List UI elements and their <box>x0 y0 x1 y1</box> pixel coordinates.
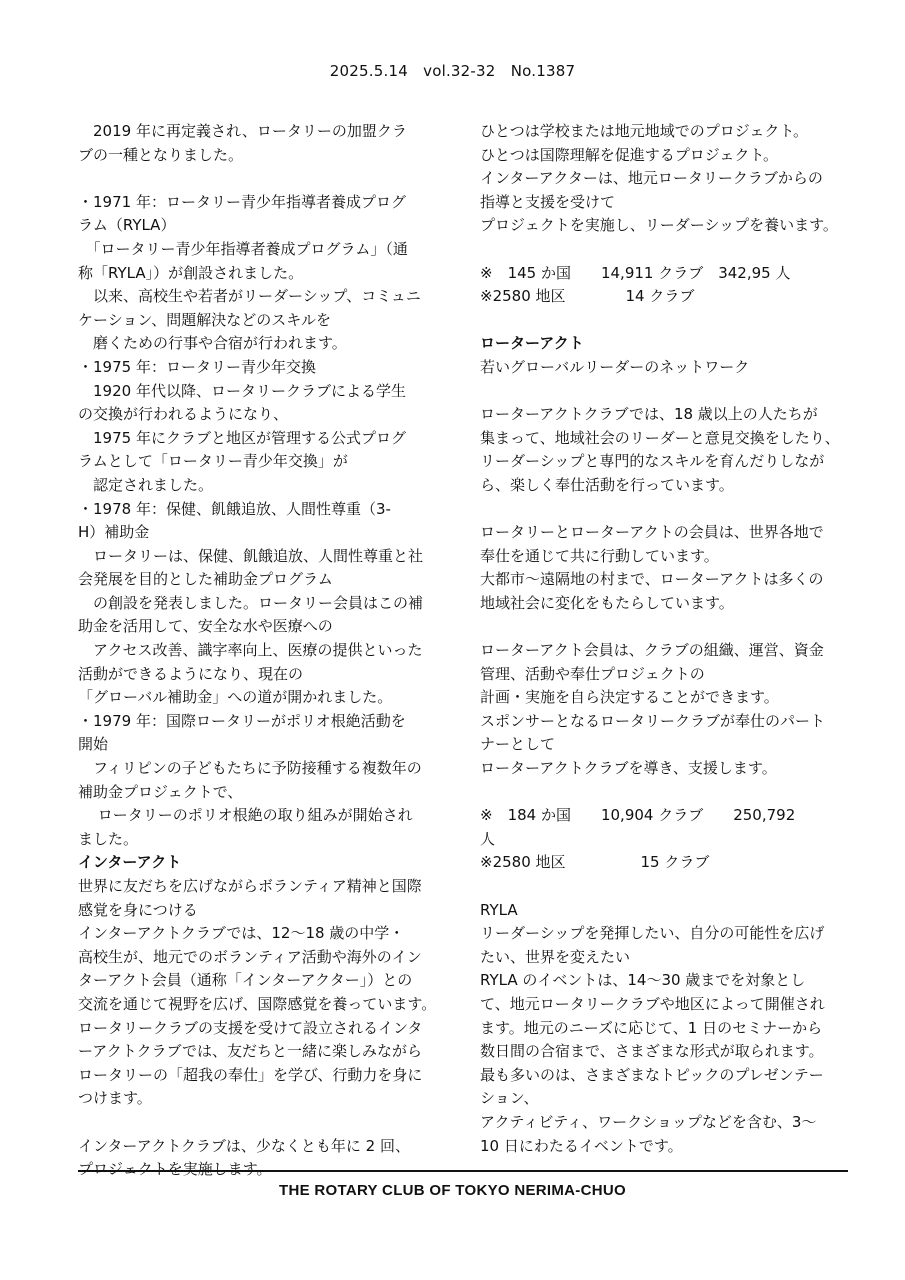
text-line: プロジェクトを実施します。 <box>78 1160 272 1179</box>
text-line: 若いグローバルリーダーのネットワーク <box>480 357 750 376</box>
text-line: ターアクト会員（通称「インターアクター」）との <box>78 971 413 990</box>
text-line: 管理、活動や奉仕プロジェクトの <box>480 664 705 683</box>
text-line: 2019 年に再定義され、ロータリーの加盟クラ <box>78 122 407 140</box>
blank-line <box>480 615 862 639</box>
blank-line <box>480 380 862 404</box>
text-line: H）補助金 <box>78 523 150 542</box>
text-line: 認定されました。 <box>78 475 214 494</box>
text-line: アクセス改善、識字率向上、医療の提供といった <box>78 641 423 660</box>
text-line: 世界に友だちを広げながらボランティア精神と国際 <box>78 877 422 895</box>
text-line: 計画・実施を自ら決定することができます。 <box>480 688 779 707</box>
issue-header: 2025.5.14 vol.32-32 No.1387 <box>329 62 576 80</box>
text-line: 以来、高校生や若者がリーダーシップ、コミュニ <box>78 287 421 306</box>
blank-line <box>480 309 862 333</box>
text-line: ひとつは国際理解を促進するプロジェクト。 <box>480 145 779 164</box>
text-line: ロータリークラブの支援を受けて設立されるインタ <box>78 1018 423 1037</box>
left-column <box>78 120 458 1182</box>
blank-line <box>480 781 862 805</box>
text-line: 大都市～遠隔地の村まで、ローターアクトは多くの <box>480 570 824 589</box>
text-line: ケーション、問題解決などのスキルを <box>78 310 332 329</box>
text-line: ・1978 年：保健、飢餓追放、人間性尊重（3- <box>78 499 391 518</box>
text-line: 10 日にわたるイベントです。 <box>480 1136 683 1155</box>
text-line: RYLA <box>480 900 518 919</box>
blank-line <box>480 875 862 899</box>
text-line: ナーとして <box>480 735 556 754</box>
text-line: の交換が行われるようになり、 <box>78 405 289 424</box>
text-line: リーダーシップを発揮したい、自分の可能性を広げ <box>480 924 825 943</box>
text-line: スポンサーとなるロータリークラブが奉仕のパート <box>480 711 826 730</box>
blank-line <box>480 238 862 262</box>
text-line: ・1979 年：国際ロータリーがポリオ根絶活動を <box>78 711 406 730</box>
text-line: 会発展を目的とした補助金プログラム <box>78 570 333 589</box>
text-line: ※ 145 か国 14,911 クラブ 342,95 人 <box>480 263 791 282</box>
text-line: ※2580 地区 15 クラブ <box>480 853 710 872</box>
footer-club-name: THE ROTARY CLUB OF TOKYO NERIMA-CHUO <box>279 1182 626 1199</box>
blank-line <box>480 498 862 522</box>
text-line: 助金を活用して、安全な水や医療への <box>78 617 333 636</box>
text-line: 「ロータリー青少年指導者養成プログラム」（通 <box>78 239 408 258</box>
text-line: 1975 年にクラブと地区が管理する公式プログ <box>78 428 406 447</box>
text-line: たい、世界を変えたい <box>480 947 631 966</box>
text-line: ロータリーは、保健、飢餓追放、人間性尊重と社 <box>78 546 424 565</box>
text-line: 集まって、地域社会のリーダーと意見交換をしたり、 <box>480 428 840 447</box>
text-line: ます。地元のニーズに応じて、1 日のセミナーから <box>480 1018 823 1037</box>
text-line: ロータリーの「超我の奉仕」を学び、行動力を身に <box>78 1065 423 1084</box>
text-line: ※ 184 か国 10,904 クラブ 250,792 <box>480 806 796 825</box>
text-line: ローターアクトクラブでは、18 歳以上の人たちが <box>480 405 818 424</box>
text-line: 高校生が、地元でのボランティア活動や海外のイン <box>78 947 422 966</box>
text-line: ラム（RYLA） <box>78 216 176 235</box>
text-line: フィリピンの子どもたちに予防接種する複数年の <box>78 759 422 778</box>
right-column <box>480 120 862 1158</box>
text-line: ロータリーとローターアクトの会員は、世界各地で <box>480 523 824 542</box>
text-line: ・1975 年：ロータリー青少年交換 <box>78 357 316 376</box>
text-line: 人 <box>480 829 496 848</box>
text-line: ローターアクト会員は、クラブの組織、運営、資金 <box>480 641 824 660</box>
text-line: 地域社会に変化をもたらしています。 <box>480 593 734 612</box>
text-line: 磨くための行事や合宿が行われます。 <box>78 334 347 353</box>
text-line: 開始 <box>78 735 109 754</box>
text-line: 奉仕を通じて共に行動しています。 <box>480 546 719 565</box>
text-line: 活動ができるようになり、現在の <box>78 664 304 683</box>
text-line: ました。 <box>78 829 139 848</box>
text-line: ・1971 年：ロータリー青少年指導者養成プログ <box>78 192 406 211</box>
text-line: 数日間の合宿まで、さまざまな形式が取られます。 <box>480 1042 824 1061</box>
text-line: 「グローバル補助金」への道が開かれました。 <box>78 688 393 707</box>
text-line: 補助金プロジェクトで、 <box>78 782 243 801</box>
text-line: ローターアクトクラブを導き、支援します。 <box>480 759 777 778</box>
text-line: ション、 <box>480 1089 539 1108</box>
text-line: ブの一種となりました。 <box>78 145 244 164</box>
text-line: 最も多いのは、さまざまなトピックのプレゼンテー <box>480 1065 824 1084</box>
text-line: ロータリーのポリオ根絶の取り組みが開始され <box>78 806 413 825</box>
text-line: 1920 年代以降、ロータリークラブによる学生 <box>78 381 406 400</box>
text-line: インターアクトクラブは、少なくとも年に 2 回、 <box>78 1136 410 1155</box>
text-line: インターアクターは、地元ロータリークラブからの <box>480 169 823 188</box>
footer-divider <box>78 1170 848 1172</box>
text-line: プロジェクトを実施し、リーダーシップを養います。 <box>480 216 838 235</box>
text-line: の創設を発表しました。ロータリー会員はこの補 <box>78 593 424 612</box>
text-line: つけます。 <box>78 1089 152 1108</box>
text-line: ローターアクト <box>480 334 584 353</box>
text-line: て、地元ロータリークラブや地区によって開催され <box>480 994 825 1013</box>
text-line: ※2580 地区 14 クラブ <box>480 287 695 306</box>
text-line: アクティビティ、ワークショップなどを含む、3～ <box>480 1112 817 1131</box>
text-line: インターアクト <box>78 853 182 872</box>
text-line: ひとつは学校または地元地域でのプロジェクト。 <box>480 122 809 140</box>
blank-line <box>78 1111 458 1135</box>
text-line: ラムとして「ロータリー青少年交換」が <box>78 452 348 471</box>
text-line: 交流を通じて視野を広げ、国際感覚を養っています。 <box>78 994 437 1013</box>
text-line: ーアクトクラブでは、友だちと一緒に楽しみながら <box>78 1042 422 1061</box>
text-line: 感覚を身につける <box>78 900 198 919</box>
text-line: RYLA のイベントは、14～30 歳までを対象とし <box>480 971 806 990</box>
text-line: リーダーシップと専門的なスキルを育んだりしなが <box>480 452 825 471</box>
text-line: 称「RYLA」）が創設されました。 <box>78 263 304 282</box>
text-line: ら、楽しく奉仕活動を行っています。 <box>480 475 734 494</box>
text-line: 指導と支援を受けて <box>480 192 616 211</box>
text-line: インターアクトクラブでは、12～18 歳の中学・ <box>78 924 405 943</box>
blank-line <box>78 167 458 191</box>
